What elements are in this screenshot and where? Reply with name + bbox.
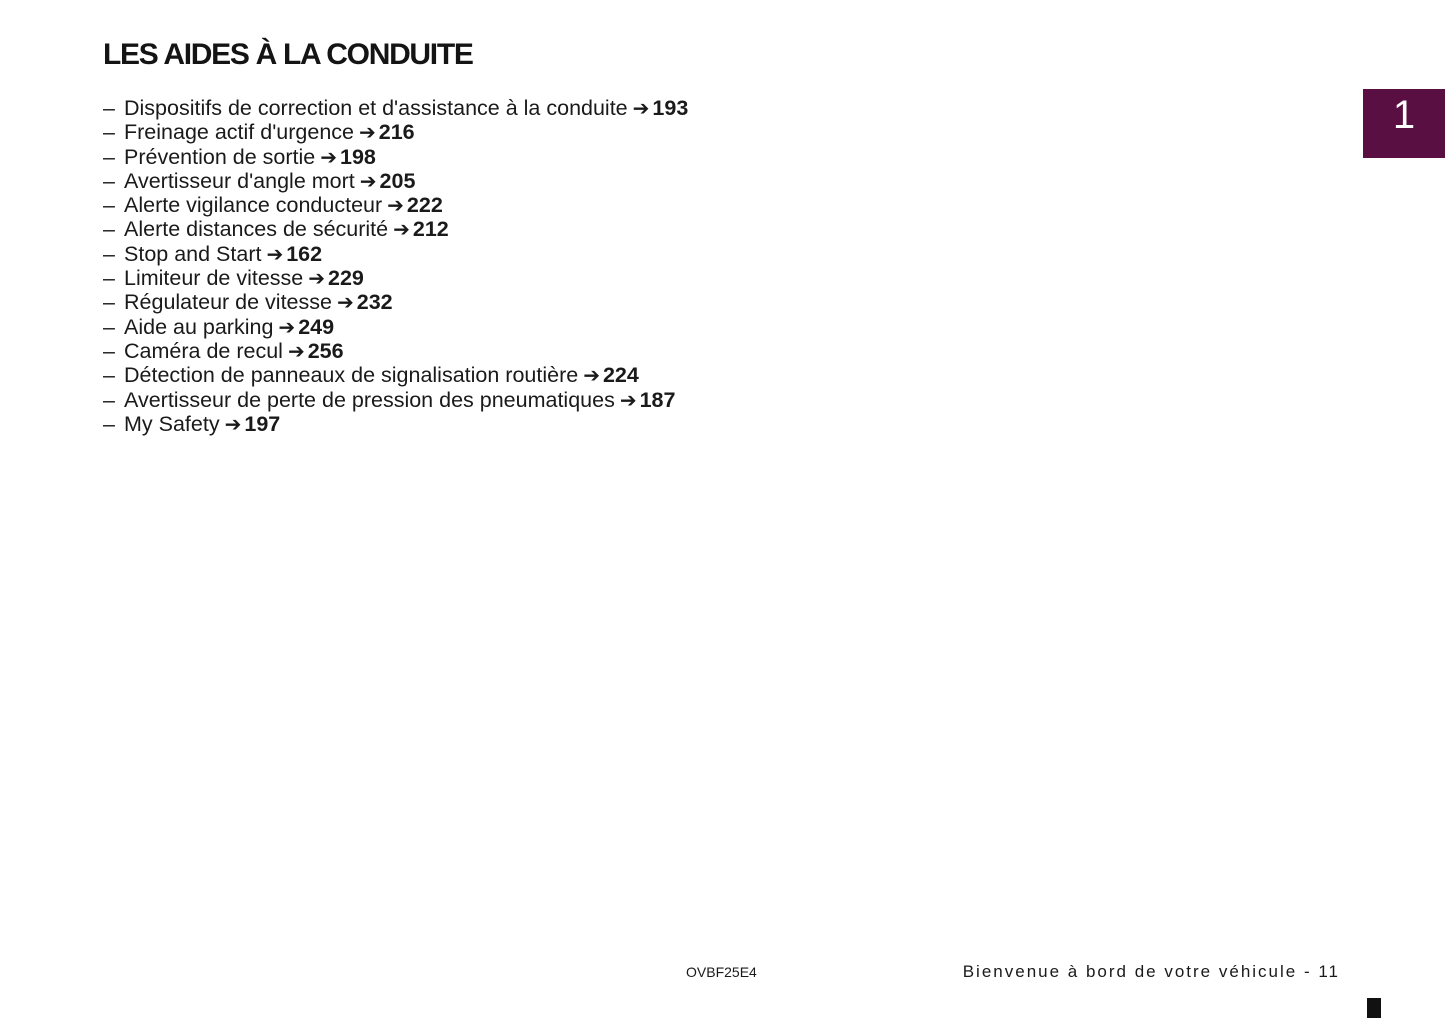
bullet-dash: – — [103, 217, 115, 242]
arrow-right-icon: ➔ — [359, 170, 377, 193]
topic-label: My Safety — [124, 411, 220, 436]
topic-list — [103, 96, 688, 436]
list-item[interactable] — [103, 412, 688, 436]
topic-label: Freinage actif d'urgence — [124, 120, 354, 145]
arrow-right-icon: ➔ — [583, 365, 600, 388]
page-reference[interactable]: 224 — [602, 363, 639, 388]
page-reference[interactable]: 193 — [652, 96, 689, 120]
bullet-dash: – — [103, 411, 115, 436]
bullet-dash: – — [103, 314, 115, 339]
list-item[interactable] — [103, 96, 688, 120]
arrow-right-icon: ➔ — [632, 98, 650, 120]
bullet-dash: – — [103, 241, 115, 266]
topic-label: Prévention de sortie — [124, 144, 316, 169]
arrow-right-icon: ➔ — [278, 316, 296, 339]
arrow-right-icon: ➔ — [393, 219, 410, 242]
page-reference[interactable]: 256 — [307, 338, 344, 363]
list-item[interactable] — [103, 363, 688, 387]
list-item[interactable] — [103, 266, 688, 290]
list-item[interactable] — [103, 315, 688, 339]
page-reference[interactable]: 216 — [378, 120, 415, 145]
page-reference[interactable]: 197 — [244, 411, 281, 436]
list-item[interactable] — [103, 242, 688, 266]
bullet-dash: – — [103, 363, 115, 388]
bullet-dash: – — [103, 290, 115, 315]
topic-label: Détection de panneaux de signalisation routière — [124, 363, 579, 388]
list-item[interactable] — [103, 290, 688, 314]
page-reference[interactable]: 187 — [639, 387, 676, 412]
page-edge-marker — [1367, 998, 1381, 1018]
topic-label: Limiteur de vitesse — [124, 266, 304, 291]
chapter-tab[interactable]: 1 — [1363, 89, 1445, 158]
topic-label: Aide au parking — [124, 314, 274, 339]
bullet-dash: – — [103, 120, 115, 145]
list-item[interactable] — [103, 193, 688, 217]
page-reference[interactable]: 198 — [340, 144, 376, 169]
list-item[interactable] — [103, 120, 688, 144]
bullet-dash: – — [103, 338, 115, 363]
page-reference[interactable]: 232 — [356, 290, 393, 315]
topic-label: Alerte distances de sécurité — [124, 217, 389, 242]
bullet-dash: – — [103, 168, 115, 193]
page-reference[interactable]: 249 — [298, 314, 335, 339]
topic-label: Régulateur de vitesse — [124, 290, 332, 315]
arrow-right-icon: ➔ — [266, 243, 284, 266]
page-reference[interactable]: 212 — [412, 217, 449, 242]
document-code: OVBF25E4 — [686, 964, 757, 980]
page-reference[interactable]: 162 — [286, 241, 323, 266]
arrow-right-icon: ➔ — [308, 268, 326, 291]
bullet-dash: – — [103, 387, 115, 412]
list-item[interactable] — [103, 388, 688, 412]
topic-label: Caméra de recul — [124, 338, 283, 363]
topic-label: Alerte vigilance conducteur — [124, 193, 383, 218]
footer-page-label: Bienvenue à bord de votre véhicule - 11 — [962, 962, 1340, 981]
list-item[interactable] — [103, 169, 688, 193]
topic-label: Avertisseur d'angle mort — [124, 168, 355, 193]
list-item[interactable] — [103, 145, 688, 169]
topic-label: Stop and Start — [124, 241, 262, 266]
arrow-right-icon: ➔ — [224, 413, 242, 436]
list-item[interactable] — [103, 217, 688, 241]
page-reference[interactable]: 229 — [328, 266, 364, 291]
bullet-dash: – — [103, 96, 115, 120]
list-item[interactable] — [103, 339, 688, 363]
arrow-right-icon: ➔ — [387, 195, 404, 218]
arrow-right-icon: ➔ — [359, 122, 376, 145]
page-reference[interactable]: 222 — [406, 193, 443, 218]
page-reference[interactable]: 205 — [379, 168, 416, 193]
arrow-right-icon: ➔ — [336, 292, 354, 315]
page-title: LES AIDES À LA CONDUITE — [103, 38, 473, 71]
arrow-right-icon: ➔ — [320, 146, 337, 169]
arrow-right-icon: ➔ — [287, 340, 305, 363]
topic-label: Avertisseur de perte de pression des pneumatiques — [124, 387, 615, 412]
bullet-dash: – — [103, 266, 115, 291]
topic-label: Dispositifs de correction et d'assistance à la conduite — [124, 96, 628, 120]
bullet-dash: – — [103, 144, 115, 169]
bullet-dash: – — [103, 193, 115, 218]
arrow-right-icon: ➔ — [619, 389, 637, 412]
